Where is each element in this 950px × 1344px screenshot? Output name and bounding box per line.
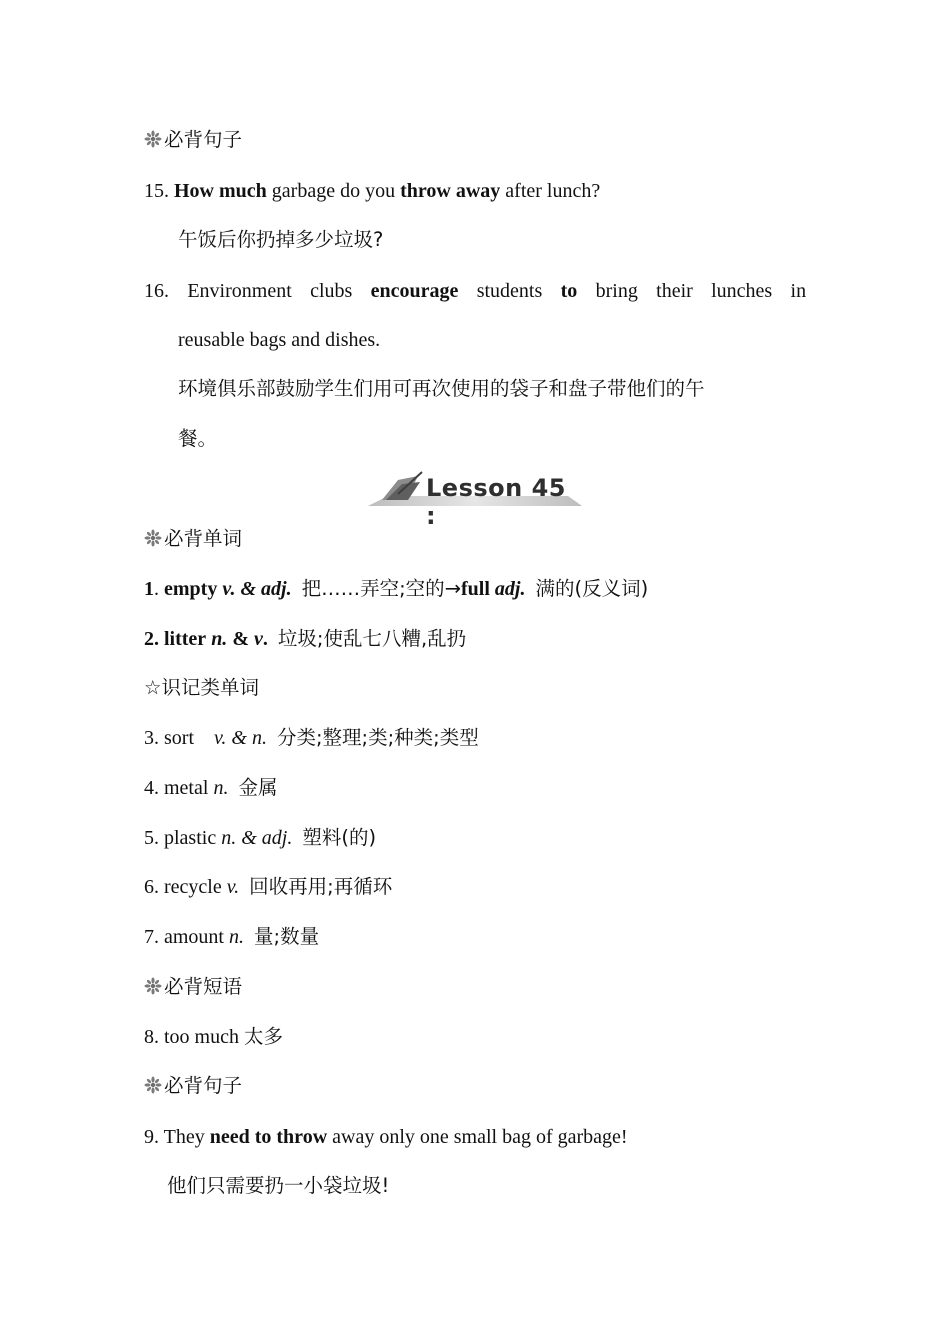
section-heading-phrases: 必背短语 [144, 974, 806, 1000]
flower-bullet-icon [144, 1076, 162, 1094]
sentence-15-translation: 午饭后你扔掉多少垃圾? [178, 228, 384, 251]
word-7: 7. amount n. 量;数量 [144, 925, 320, 948]
sentence-15: 15. How much garbage do you throw away after lunch? [144, 180, 601, 202]
word-4: 4. metal n. 金属 [144, 776, 278, 799]
phrase-8: 8. too much 太多 [144, 1025, 284, 1048]
word-2: 2. litter n. & v. 垃圾;使乱七八糟,乱扔 [144, 627, 467, 650]
sentence-16-translation: 环境俱乐部鼓励学生们用可再次使用的袋子和盘子带他们的午 [178, 377, 705, 400]
sentence-16-line2: reusable bags and dishes. [178, 329, 381, 351]
word-1: 1. empty v. & adj. 把……弄空;空的→full adj. 满的(反义词) [144, 577, 649, 600]
flower-bullet-icon [144, 977, 162, 995]
word-6: 6. recycle v. 回收再用;再循环 [144, 875, 393, 898]
lesson-title: Lesson 45 : [426, 474, 566, 530]
section-heading-sentences-2: 必背句子 [144, 1073, 806, 1099]
flower-bullet-icon [144, 130, 162, 148]
section-heading-recognition: ☆识记类单词 [144, 676, 259, 699]
sentence-16: 16. Environment clubs encourage students to bring their lunches in [144, 280, 807, 302]
sentence-16-translation-cont: 餐。 [178, 427, 218, 450]
word-5: 5. plastic n. & adj. 塑料(的) [144, 826, 377, 849]
word-3: 3. sort v. & n. 分类;整理;类;种类;类型 [144, 726, 479, 749]
flower-bullet-icon [144, 529, 162, 547]
section-heading-words: 必背单词 [144, 526, 806, 552]
sentence-9-translation: 他们只需要扔一小袋垃圾! [167, 1174, 390, 1197]
sentence-9: 9. They need to throw away only one small bag of garbage! [144, 1126, 628, 1148]
lesson-banner [368, 470, 582, 530]
section-heading-sentences: 必背句子 [144, 127, 806, 153]
